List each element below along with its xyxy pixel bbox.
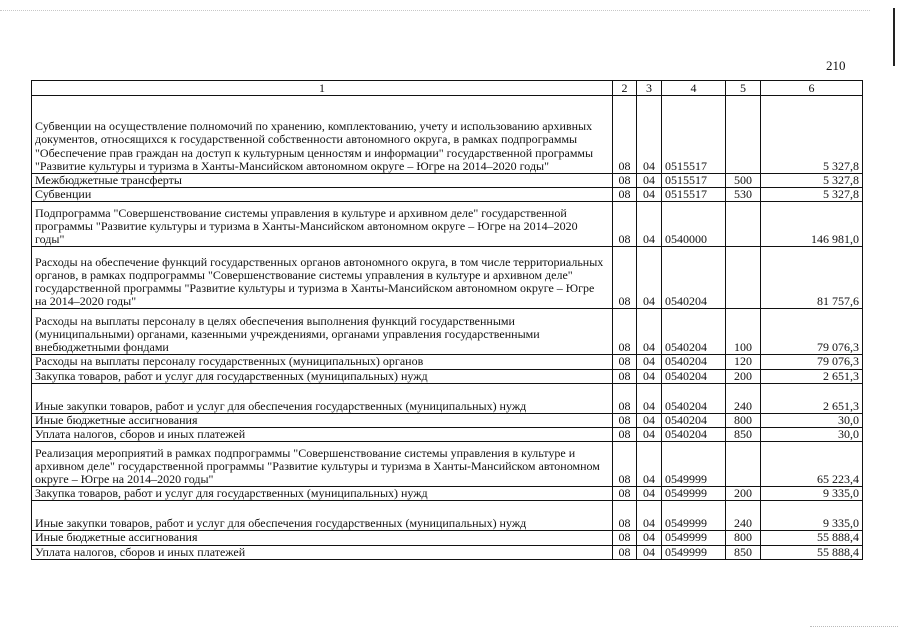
row-section-cell: 08 bbox=[613, 202, 637, 247]
page-number: 210 bbox=[826, 58, 846, 73]
row-expense-type-cell: 240 bbox=[726, 383, 761, 413]
row-subsection-cell: 04 bbox=[637, 501, 662, 531]
row-expense-type-cell: 100 bbox=[726, 309, 761, 355]
row-name-cell: Закупка товаров, работ и услуг для государственных (муниципальных) нужд bbox=[32, 369, 613, 383]
table-row bbox=[32, 413, 863, 427]
row-name-cell: Расходы на выплаты персоналу в целях обеспечения выполнения функций государственными (муниципальными) органами, казенными учреждениями, органами управления государственными внебюджетными фондами bbox=[32, 309, 613, 355]
row-expense-type-cell: 800 bbox=[726, 531, 761, 545]
row-subsection-cell: 04 bbox=[637, 531, 662, 545]
table-row bbox=[32, 442, 863, 487]
row-subsection-cell: 04 bbox=[637, 188, 662, 202]
budget-table bbox=[31, 80, 863, 560]
table-row bbox=[32, 383, 863, 413]
scan-edge-bottom bbox=[810, 626, 898, 627]
row-expense-type-cell: 800 bbox=[726, 413, 761, 427]
row-amount-cell: 79 076,3 bbox=[761, 309, 863, 355]
table-row bbox=[32, 487, 863, 501]
row-name-cell: Субвенции bbox=[32, 188, 613, 202]
row-section-cell: 08 bbox=[613, 487, 637, 501]
row-target-article-cell: 0540204 bbox=[662, 413, 726, 427]
row-name-cell: Закупка товаров, работ и услуг для государственных (муниципальных) нужд bbox=[32, 487, 613, 501]
row-name-cell: Уплата налогов, сборов и иных платежей bbox=[32, 428, 613, 442]
row-subsection-cell: 04 bbox=[637, 247, 662, 309]
row-amount-cell: 81 757,6 bbox=[761, 247, 863, 309]
row-amount-cell: 5 327,8 bbox=[761, 188, 863, 202]
row-amount-cell: 5 327,8 bbox=[761, 96, 863, 174]
row-expense-type-cell: 120 bbox=[726, 355, 761, 369]
row-name-cell: Подпрограмма "Совершенствование системы управления в культуре и архивном деле" государственной программы "Развитие культуры и туризма в Ханты-Мансийском автономном округе – Югре на 2014–2020 годы" bbox=[32, 202, 613, 247]
row-expense-type-cell: 850 bbox=[726, 545, 761, 559]
row-subsection-cell: 04 bbox=[637, 413, 662, 427]
row-subsection-cell: 04 bbox=[637, 545, 662, 559]
row-subsection-cell: 04 bbox=[637, 442, 662, 487]
row-section-cell: 08 bbox=[613, 369, 637, 383]
row-name-cell: Реализация мероприятий в рамках подпрограммы "Совершенствование системы управления в культуре и архивном деле" государственной программы "Развитие культуры и туризма в Ханты-Мансийском автономном округе – Югре на 2014–2020 годы" bbox=[32, 442, 613, 487]
column-header-amount: 6 bbox=[761, 81, 863, 96]
row-expense-type-cell: 240 bbox=[726, 501, 761, 531]
row-amount-cell: 9 335,0 bbox=[761, 501, 863, 531]
row-target-article-cell: 0540204 bbox=[662, 247, 726, 309]
row-name-cell: Иные закупки товаров, работ и услуг для обеспечения государственных (муниципальных) нужд bbox=[32, 501, 613, 531]
table-row bbox=[32, 309, 863, 355]
row-section-cell: 08 bbox=[613, 442, 637, 487]
row-amount-cell: 30,0 bbox=[761, 428, 863, 442]
row-amount-cell: 146 981,0 bbox=[761, 202, 863, 247]
row-name-cell: Иные закупки товаров, работ и услуг для обеспечения государственных (муниципальных) нужд bbox=[32, 383, 613, 413]
table-row bbox=[32, 174, 863, 188]
row-target-article-cell: 0540204 bbox=[662, 428, 726, 442]
row-amount-cell: 55 888,4 bbox=[761, 531, 863, 545]
row-section-cell: 08 bbox=[613, 413, 637, 427]
row-expense-type-cell bbox=[726, 442, 761, 487]
row-subsection-cell: 04 bbox=[637, 428, 662, 442]
table-row bbox=[32, 501, 863, 531]
row-expense-type-cell: 530 bbox=[726, 188, 761, 202]
column-header-name: 1 bbox=[32, 81, 613, 96]
row-amount-cell: 30,0 bbox=[761, 413, 863, 427]
row-section-cell: 08 bbox=[613, 247, 637, 309]
row-expense-type-cell bbox=[726, 202, 761, 247]
row-section-cell: 08 bbox=[613, 355, 637, 369]
table-row bbox=[32, 188, 863, 202]
row-subsection-cell: 04 bbox=[637, 202, 662, 247]
row-subsection-cell: 04 bbox=[637, 383, 662, 413]
row-name-cell: Расходы на выплаты персоналу государственных (муниципальных) органов bbox=[32, 355, 613, 369]
table-row bbox=[32, 531, 863, 545]
column-header-expense-type: 5 bbox=[726, 81, 761, 96]
row-amount-cell: 55 888,4 bbox=[761, 545, 863, 559]
scan-edge-right bbox=[893, 8, 895, 66]
row-section-cell: 08 bbox=[613, 501, 637, 531]
table-row bbox=[32, 428, 863, 442]
row-subsection-cell: 04 bbox=[637, 96, 662, 174]
row-expense-type-cell bbox=[726, 247, 761, 309]
row-amount-cell: 65 223,4 bbox=[761, 442, 863, 487]
row-name-cell: Расходы на обеспечение функций государственных органов автономного округа, в том числе территориальных органов, в рамках подпрограммы "Совершенствование системы управления в культуре и архивном деле" государственной программы "Развитие культуры и туризма в Ханты-Мансийском автономном округе – Югре на 2014–2020 годы" bbox=[32, 247, 613, 309]
row-name-cell: Субвенции на осуществление полномочий по хранению, комплектованию, учету и использованию архивных документов, относящихся к государственной собственности автономного округа, в рамках подпрограммы "Обеспечение прав граждан на доступ к культурным ценностям и информации" государственной программы "Развитие культуры и туризма в Ханты-Мансийском автономном округе – Югре на 2014–2020 годы" bbox=[32, 96, 613, 174]
row-section-cell: 08 bbox=[613, 174, 637, 188]
row-target-article-cell: 0549999 bbox=[662, 501, 726, 531]
row-subsection-cell: 04 bbox=[637, 369, 662, 383]
row-name-cell: Иные бюджетные ассигнования bbox=[32, 531, 613, 545]
row-amount-cell: 2 651,3 bbox=[761, 383, 863, 413]
table-row bbox=[32, 369, 863, 383]
row-amount-cell: 5 327,8 bbox=[761, 174, 863, 188]
row-target-article-cell: 0540204 bbox=[662, 309, 726, 355]
table-row bbox=[32, 545, 863, 559]
row-target-article-cell: 0540204 bbox=[662, 355, 726, 369]
row-expense-type-cell bbox=[726, 96, 761, 174]
row-target-article-cell: 0549999 bbox=[662, 487, 726, 501]
row-target-article-cell: 0540000 bbox=[662, 202, 726, 247]
row-target-article-cell: 0515517 bbox=[662, 96, 726, 174]
table-header-row bbox=[32, 81, 863, 96]
row-section-cell: 08 bbox=[613, 428, 637, 442]
row-name-cell: Иные бюджетные ассигнования bbox=[32, 413, 613, 427]
table-row bbox=[32, 96, 863, 174]
column-header-section: 2 bbox=[613, 81, 637, 96]
scan-edge-top bbox=[0, 10, 870, 11]
row-amount-cell: 2 651,3 bbox=[761, 369, 863, 383]
table-row bbox=[32, 247, 863, 309]
row-section-cell: 08 bbox=[613, 188, 637, 202]
row-section-cell: 08 bbox=[613, 309, 637, 355]
row-target-article-cell: 0549999 bbox=[662, 545, 726, 559]
column-header-subsection: 3 bbox=[637, 81, 662, 96]
row-target-article-cell: 0515517 bbox=[662, 174, 726, 188]
row-expense-type-cell: 200 bbox=[726, 369, 761, 383]
row-target-article-cell: 0540204 bbox=[662, 383, 726, 413]
row-expense-type-cell: 850 bbox=[726, 428, 761, 442]
row-target-article-cell: 0515517 bbox=[662, 188, 726, 202]
row-subsection-cell: 04 bbox=[637, 355, 662, 369]
table-row bbox=[32, 202, 863, 247]
row-expense-type-cell: 500 bbox=[726, 174, 761, 188]
row-target-article-cell: 0549999 bbox=[662, 531, 726, 545]
row-target-article-cell: 0540204 bbox=[662, 369, 726, 383]
row-target-article-cell: 0549999 bbox=[662, 442, 726, 487]
table-row bbox=[32, 355, 863, 369]
row-section-cell: 08 bbox=[613, 383, 637, 413]
row-subsection-cell: 04 bbox=[637, 487, 662, 501]
row-section-cell: 08 bbox=[613, 531, 637, 545]
row-section-cell: 08 bbox=[613, 545, 637, 559]
row-subsection-cell: 04 bbox=[637, 309, 662, 355]
row-section-cell: 08 bbox=[613, 96, 637, 174]
row-name-cell: Уплата налогов, сборов и иных платежей bbox=[32, 545, 613, 559]
row-expense-type-cell: 200 bbox=[726, 487, 761, 501]
column-header-target-article: 4 bbox=[662, 81, 726, 96]
row-name-cell: Межбюджетные трансферты bbox=[32, 174, 613, 188]
row-amount-cell: 79 076,3 bbox=[761, 355, 863, 369]
row-subsection-cell: 04 bbox=[637, 174, 662, 188]
row-amount-cell: 9 335,0 bbox=[761, 487, 863, 501]
